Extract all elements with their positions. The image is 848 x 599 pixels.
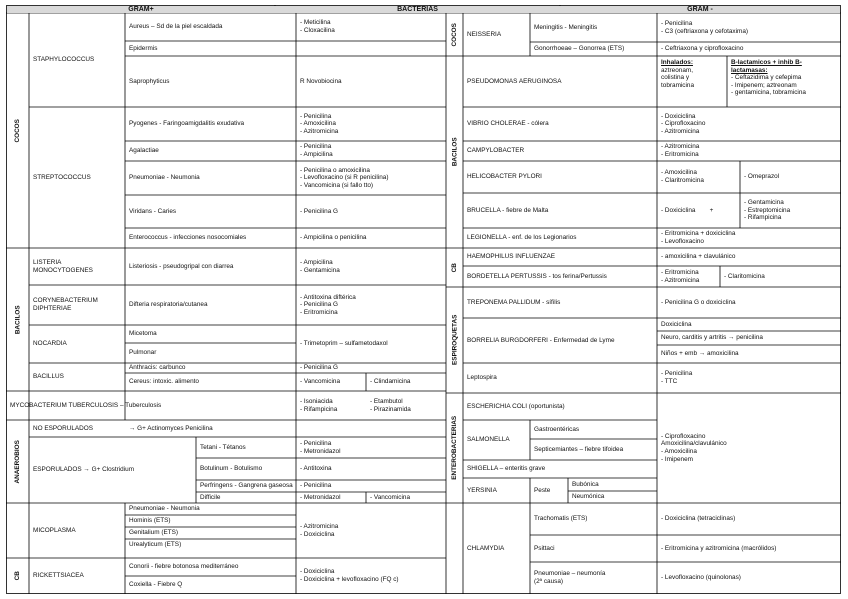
no-esporulados-desc: → G+ Actinomyces Penicilina [129,424,213,432]
bordetella-tx: - Eritromicina - Azitromicina [661,268,700,284]
strep-agalactiae: Agalactiae [129,147,159,155]
staph-aureus: Aureus – Sd de la piel escaldada [129,23,223,31]
micoplasma-item: Pneumoniae - Neumonia [129,505,200,513]
group-cb-left: CB [14,571,22,581]
strep-viridans-tx: - Penicilina G [300,207,339,215]
leptospira-tx: - Penicilina - TTC [661,370,693,385]
strep-pyogenes-tx: - Penicilina - Amoxicilina - Azitromicina [300,112,339,135]
neisseria-meningitis: Meningitis - Meningitis [534,23,598,31]
bacillus-cereus-tx1: - Vancomicina [300,378,341,386]
bacillus-cereus-tx2: - Clindamicina [370,378,411,386]
haemophilus-name: HAEMOPHILUS INFLUENZAE [467,253,556,261]
esporulados: ESPORULADOS → G+ Clostridium [33,466,135,474]
micoplasma-item: Urealyticum (ETS) [129,541,182,549]
strep-pneumoniae-tx: - Penicilina o amoxicilina - Levofloxacino (si R penicilina) - Vancomicina (si fallo tto) [300,166,389,189]
micoplasma-tx: - Azitromicina - Doxiciclina [300,522,339,538]
group-bacilos-left: BACILOS [14,305,22,334]
helico-tx2: - Omeprazol [744,173,780,181]
strep-entero: Enterococcus - infecciones nosocomiales [129,234,247,242]
strep-entero-tx: - Ampicilina o penicilina [300,234,367,242]
group-enterobacterias: ENTEROBACTERIAS [451,416,459,480]
salmonella-name: SALMONELLA [467,436,510,444]
chlamydia-tracho: Trachomatis (ETS) [534,515,588,523]
enterobacterias-tx: - Ciprofloxacino Amoxicilina/clavulánico - Amoxicilina - Imipenem [661,432,727,463]
bacillus-name: BACILLUS [33,373,64,381]
treponema-tx: - Penicilina G o doxiciclina [661,298,736,306]
myco-name: MYCOBACTERIUM TUBERCULOSIS – Tuberculosis [10,401,162,409]
group-cocos-left: COCOS [14,118,22,143]
clostridium-tetani: Tetani - Tétanos [200,443,246,451]
myco-tx2: - Etambutol - Pirazinamida [370,397,411,413]
group-anaerobios: ANAEROBIOS [14,439,22,484]
pseudomonas-inhalados-title: Inhalados: [661,59,693,66]
vibrio-tx: - Doxiciclina - Ciprofloxacino - Azitromicina [661,112,706,135]
chlamydia-pneumo-tx: - Levofloxacino (quinolonas) [661,574,741,582]
bacillus-anthracis: Anthracis: carbunco [129,364,186,372]
staph-sapro-tx: R Novobiocina [300,77,342,85]
strep-pneumoniae: Pneumoniae - Neumonia [129,174,200,182]
micoplasma-item: Hominis (ETS) [129,517,171,525]
pseudomonas-blactamicos [728,56,840,107]
haemophilus-tx: - amoxicilina + clavulánico [661,253,736,261]
chlamydia-name: CHLAMYDIA [467,544,505,552]
yersinia-peste: Peste [534,486,551,494]
pseudomonas-blactamicos-title: B-lactamicos + inhib B-lactamasas: [731,59,802,74]
myco-tx1: - Isoniacida - Rifampicina [300,397,338,413]
micoplasma-item: Genitalium (ETS) [129,529,179,537]
staph-aureus-tx: - Meticilina - Cloxacilina [300,19,335,34]
clostridium-perfringens-tx: - Penicilina [300,482,332,490]
legionella-tx: - Eritromicina + doxiciclina - Levofloxacino [661,230,736,245]
micoplasma-name: MICOPLASMA [33,526,76,534]
no-esporulados: NO ESPORULADOS [33,424,94,432]
brucella-tx2: - Gentamicina - Estreptomicina - Rifampicina [744,199,791,222]
yersinia-neumonica: Neumónica [572,493,605,501]
yersinia-bubonica: Bubónica [572,480,599,488]
neisseria-gono: Gonorrhoeae – Gonorrea (ETS) [534,45,625,53]
chlamydia-pneumo: Pneumoniae – neumonía (2ª causa) [534,570,606,585]
strep-name: STREPTOCOCCUS [33,173,91,181]
header-gram-negative: GRAM - [560,6,840,13]
coryne-disease: Difteria respiratoria/cutanea [129,301,208,309]
clostridium-botulinum: Botulinum - Botulismo [200,465,263,473]
nocardia-pulmonar: Pulmonar [129,349,157,357]
pseudomonas-blactamicos-list: - Ceftazidima y cefepima - Imipenem; aztreonam - gentamicina, tobramicina [731,74,806,97]
bordetella-tx2: - Claritomicina [724,272,765,280]
chlamydia-tracho-tx: - Doxiciclina (tetraciclinas) [661,515,736,523]
borrelia-name: BORRELIA BURGDORFERI - Enfermedad de Lyme [467,336,615,344]
nocardia-name: NOCARDIA [33,340,67,348]
borrelia-tx1: Doxiciclina [661,320,692,328]
clostridium-difficile-tx2: - Vancomicina [370,493,411,501]
coryne-name: CORYNEBACTERIUM DIPHTERIAE [33,297,98,312]
clostridium-tetani-tx: - Penicilina - Metronidazol [300,439,341,455]
group-bacilos-right: BACILOS [451,137,459,167]
shigella-name: SHIGELLA – enteritis grave [467,465,546,473]
vibrio-name: VIBRIO CHOLERAE - cólera [467,120,549,128]
borrelia-tx2: Neuro, carditis y artritis → penicilina [661,334,763,342]
nocardia-tx: - Trimetoprim – sulfametodaxol [300,340,388,348]
neisseria-gono-tx: - Ceftriaxona y ciprofloxacino [661,45,744,53]
strep-agalactiae-tx: - Penicilina - Ampicilina [300,143,333,158]
bacillus-anthracis-tx: - Penicilina G [300,364,339,372]
neisseria-name: NEISSERIA [467,30,502,38]
clostridium-difficile-tx1: - Metronidazol [300,493,341,501]
rickettsia-tx: - Doxiciclina - Doxiciclina + levofloxacino (FQ c) [300,568,399,583]
ecoli-name: ESCHERICHIA COLI (oportunista) [467,402,565,410]
chlamydia-psittaci: Psittaci [534,544,555,552]
group-espiroquetas: ESPIROQUETAS [451,314,459,366]
pseudomonas-inhalados [658,56,727,107]
clostridium-difficile: Difficile [200,493,221,501]
legionella-name: LEGIONELLA - enf. de los Legionarios [467,234,577,242]
helico-name: HELICOBACTER PYLORI [467,173,542,181]
staph-name: STAPHYLOCOCCUS [33,56,95,64]
yersinia-name: YERSINIA [467,486,497,494]
strep-pyogenes: Pyogenes - Faringoamigdalitis exudativa [129,120,245,128]
header-bacterias: BACTERIAS [275,6,560,13]
staph-epidermis: Epidermis [129,44,158,52]
staph-sapro: Saprophyticus [129,77,170,85]
salmonella-septi: Septicemiantes – fiebre tifoidea [534,445,624,453]
listeria-disease: Listeriosis - pseudogripal con diarrea [129,262,234,270]
helico-tx: - Amoxicilina - Claritromicina [661,169,704,184]
group-cb-right: CB [451,262,459,273]
brucella-name: BRUCELLA - fiebre de Malta [467,206,549,214]
campy-name: CAMPYLOBACTER [467,147,525,155]
rickettsia-name: RICKETTSIACEA [33,572,84,580]
pseudomonas-name: PSEUDOMONAS AERUGINOSA [467,77,562,85]
pseudomonas-inhalados-list: aztreonam, colistina y tobramicina [661,66,695,89]
clostridium-botulinum-tx: - Antitoxina [300,465,332,473]
leptospira-name: Leptospira [467,374,497,382]
bacillus-cereus: Cereus: intoxic. alimento [129,378,199,386]
strep-viridans: Viridans - Caries [129,207,177,215]
rickettsia-coxiella: Coxiella - Fiebre Q [129,581,183,589]
rickettsia-conorii: Conorii - fiebre botonosa mediterráneo [129,563,239,571]
clostridium-perfringens: Perfringens - Gangrena gaseosa [200,482,293,490]
campy-tx: - Azitromicina - Eritromicina [661,143,700,158]
listeria-tx: - Ampicilina - Gentamicina [300,258,340,274]
listeria-name: LISTERIA MONOCYTOGENES [33,258,93,274]
brucella-tx: - Doxiciclina + [661,206,714,214]
neisseria-meningitis-tx: - Penicilina - C3 (ceftriaxona y cefotaxima) [661,19,749,35]
chlamydia-psittaci-tx: - Eritromicina y azitromicina (macrólidos) [661,544,777,552]
header-gram-positive: GRAM+ [7,6,275,13]
borrelia-tx3: Niños + emb → amoxicilina [661,350,739,358]
bordetella-name: BORDETELLA PERTUSSIS - tos ferina/Pertussis [467,272,607,280]
coryne-tx: - Antitoxina diftérica - Penicilina G - Eritromicina [300,293,356,316]
nocardia-micetoma: Micetoma [129,330,157,338]
salmonella-gastro: Gastroentéricas [534,425,580,433]
group-cocos-right: COCOS [451,22,459,47]
treponema-name: TREPONEMA PALLIDUM - sífilis [467,298,561,306]
